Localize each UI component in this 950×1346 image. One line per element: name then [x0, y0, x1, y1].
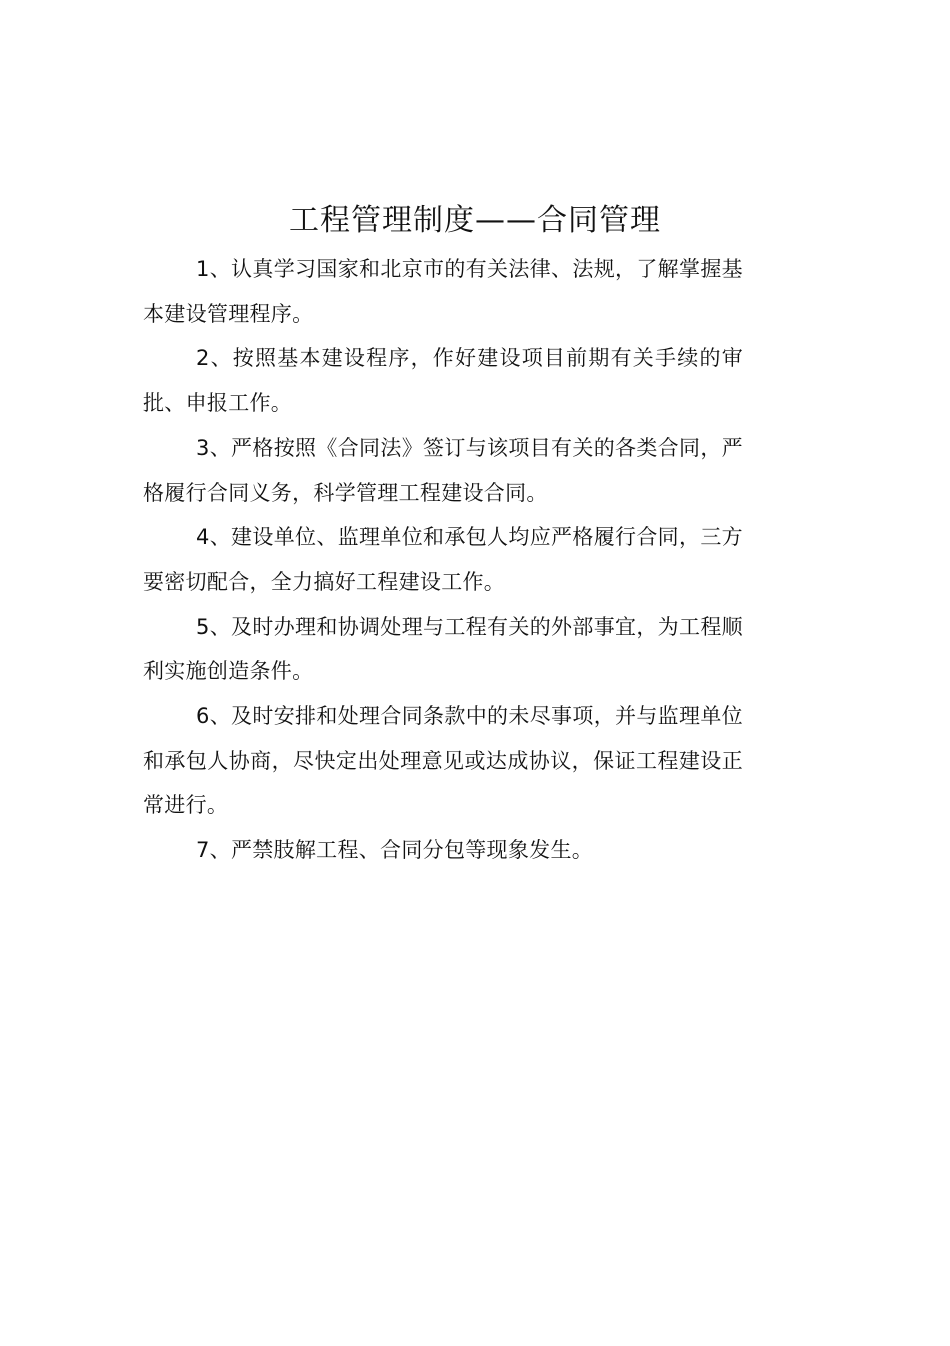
- clause-4: 4、建设单位、监理单位和承包人均应严格履行合同，三方要密切配合，全力搞好工程建设工作。: [143, 525, 743, 594]
- document-title: 工程管理制度——合同管理: [289, 203, 661, 238]
- clause-3: 3、严格按照《合同法》签订与该项目有关的各类合同，严格履行合同义务，科学管理工程建设合同。: [143, 435, 743, 505]
- clause-5: 5、及时办理和协调处理与工程有关的外部事宜，为工程顺利实施创造条件。: [143, 614, 743, 684]
- clause-list: [143, 247, 743, 873]
- clause-1: 1、认真学习国家和北京市的有关法律、法规，了解掌握基本建设管理程序。: [143, 257, 743, 326]
- clause-7: 7、严禁肢解工程、合同分包等现象发生。: [196, 838, 594, 863]
- clause-6: 6、及时安排和处理合同条款中的未尽事项，并与监理单位和承包人协商，尽快定出处理意见或达成协议，保证工程建设正常进行。: [143, 704, 743, 818]
- clause-2: 2、按照基本建设程序，作好建设项目前期有关手续的审批、申报工作。: [143, 346, 743, 416]
